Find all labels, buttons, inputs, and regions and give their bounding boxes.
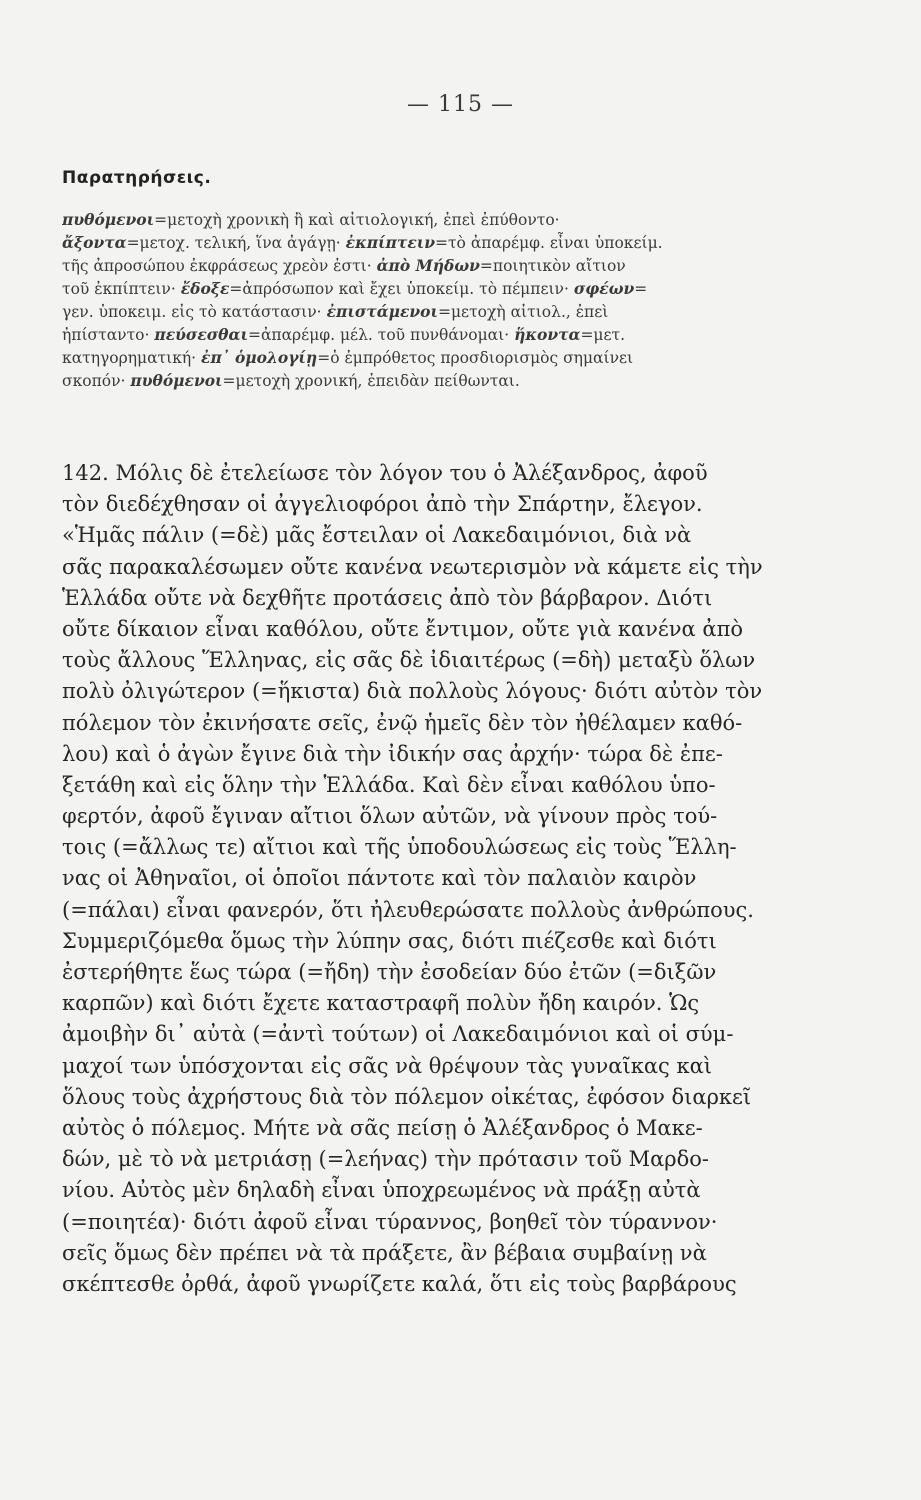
text-line-content: φερτόν, ἀφοῦ ἔγιναν αἴτιοι ὅλων αὐτῶν, νὰ γίνουν πρὸς τού- (62, 804, 718, 829)
note-text: =μετοχὴ αἰτιολ., ἐπεὶ (437, 303, 609, 321)
text-line-content: πόλεμον τὸν ἐκινήσατε σεῖς, ἐνῷ ἡμεῖς δὲν τὸν ἠθέλαμεν καθό- (62, 710, 743, 735)
text-line-content: ἐστερήθητε ἕως τώρα (=ἤδη) τὴν ἐσοδείαν δύο ἐτῶν (=διξῶν (62, 960, 717, 984)
note-text: =μετοχὴ χρονική, ἐπειδὰν πείθωνται. (222, 372, 520, 390)
note-term: ἐκπίπτειν (345, 233, 435, 252)
text-line-content: πολὺ ὀλιγώτερον (=ἥκιστα) διὰ πολλοὺς λόγους· διότι αὐτὸν τὸν (62, 679, 763, 704)
note-term: πεύσεσθαι (154, 325, 248, 344)
text-line-content: δών, μὲ τὸ νὰ μετριάσῃ (=λεήνας) τὴν πρότασιν τοῦ Μαρδο- (62, 1147, 710, 1172)
text-line-content: σκέπτεσθε ὀρθά, ἀφοῦ γνωρίζετε καλά, ὅτι εἰς τοὺς βαρβάρους (62, 1271, 737, 1296)
note-text: =μετοχὴ χρονικὴ ἢ καὶ αἰτιολογική, ἐπεὶ ἐπύθοντο· (154, 211, 560, 229)
text-line (62, 926, 822, 957)
note-term: ἔδοξε (180, 279, 230, 298)
note-term: ἀπὸ Μήδων (376, 256, 480, 275)
note-term: πυθόμενοι (130, 371, 223, 390)
text-line (62, 1175, 822, 1206)
note-text: =μετ. (580, 326, 626, 344)
text-line-content: σεῖς ὅμως δὲν πρέπει νὰ τὰ πράξετε, ἂν βέβαια συμβαίνῃ νὰ (62, 1240, 707, 1265)
text-line-content: λου) καὶ ὁ ἀγὼν ἔγινε διὰ τὴν ἰδικήν σας ἀρχήν· τώρα δὲ ἐπε- (62, 741, 723, 766)
note-text: =ἀπρόσωπον καὶ ἔχει ὑποκείμ. τὸ πέμπειν· (229, 280, 569, 298)
text-line-content: σᾶς παρακαλέσωμεν οὔτε κανένα νεωτερισμὸν νὰ κάμετε εἰς τὴν (62, 554, 763, 579)
note-line (62, 277, 822, 300)
text-line-content: αὐτὸς ὁ πόλεμος. Μήτε νὰ σᾶς πείσῃ ὁ Ἀλέξανδρος ὁ Μακε- (62, 1115, 703, 1140)
note-text: γεν. ὑποκειμ. εἰς τὸ κατάστασιν· (62, 303, 322, 321)
text-line-content: Μόλις δὲ ἐτελείωσε τὸν λόγον του ὁ Ἀλέξανδρος, ἀφοῦ (115, 461, 708, 485)
text-line-content: «Ἡμᾶς πάλιν (=δὲ) μᾶς ἔστειλαν οἱ Λακεδαιμόνιοι, διὰ νὰ (62, 523, 692, 548)
note-text: =μετοχ. τελική, ἵνα ἀγάγῃ· (126, 234, 341, 252)
note-line (62, 346, 822, 369)
text-line (62, 1269, 822, 1300)
text-line-content: Ἑλλάδα οὔτε νὰ δεχθῆτε προτάσεις ἀπὸ τὸν βάρβαρον. Διότι (62, 585, 713, 610)
text-line (62, 1207, 822, 1238)
text-line (62, 739, 822, 770)
text-line (62, 1238, 822, 1269)
section-number: 142. (62, 461, 109, 485)
note-text: ἠπίσταντο· (62, 326, 150, 344)
note-term: πυθόμενοι (62, 210, 155, 229)
text-line (62, 832, 822, 863)
text-line-content: (=πάλαι) εἶναι φανερόν, ὅτι ἠλευθερώσατε πολλοὺς ἀνθρώπους. (62, 897, 754, 922)
note-text: τοῦ ἐκπίπτειν· (62, 280, 176, 298)
note-term: ἐπιστάμενοι (326, 302, 438, 321)
text-line (62, 801, 822, 832)
note-text: κατηγορηματική· (62, 349, 197, 367)
text-line (62, 583, 822, 614)
text-line (62, 988, 822, 1019)
text-line (62, 770, 822, 801)
page-number: — 115 — (407, 92, 514, 117)
text-line-content: οὔτε δίκαιον εἶναι καθόλου, οὔτε ἔντιμον, οὔτε γιὰ κανένα ἀπὸ (62, 616, 744, 641)
text-line-content: μαχοί των ὑπόσχονται εἰς σᾶς νὰ θρέψουν τὰς γυναῖκας καὶ (62, 1053, 713, 1078)
note-line (62, 254, 822, 277)
text-line (62, 1144, 822, 1175)
text-line (62, 1113, 822, 1144)
text-line (62, 520, 822, 551)
text-line (62, 708, 822, 739)
note-text: τῆς ἀπροσώπου ἐκφράσεως χρεὸν ἐστι· (62, 257, 372, 275)
notes-block (62, 208, 822, 392)
text-line (62, 957, 822, 988)
text-line-content: καρπῶν) καὶ διότι ἔχετε καταστραφῆ πολὺν ἤδη καιρόν. Ὡς (62, 991, 700, 1016)
text-line-content: νας οἱ Ἀθηναῖοι, οἱ ὁποῖοι πάντοτε καὶ τὸν παλαιὸν καιρὸν (62, 866, 697, 891)
text-line-content: τοὺς ἄλλους Ἕλληνας, εἰς σᾶς δὲ ἰδιαιτέρως (=δὴ) μεταξὺ ὅλων (62, 648, 756, 673)
note-term: ἄξοντα (62, 233, 127, 252)
text-line-content: (=ποιητέα)· διότι ἀφοῦ εἶναι τύραννος, βοηθεῖ τὸν τύραννον· (62, 1209, 718, 1234)
text-line-content: νίου. Αὐτὸς μὲν δηλαδὴ εἶναι ὑποχρεωμένος νὰ πράξῃ αὐτὰ (62, 1178, 701, 1203)
text-line (62, 1019, 822, 1050)
text-line-content: ξετάθη καὶ εἰς ὅλην τὴν Ἑλλάδα. Καὶ δὲν εἶναι καθόλου ὑπο- (62, 772, 716, 797)
note-line (62, 208, 822, 231)
text-line-content: τὸν διεδέχθησαν οἱ ἀγγελιοφόροι ἀπὸ τὴν Σπάρτην, ἔλεγον. (62, 492, 703, 517)
note-line (62, 323, 822, 346)
note-text: =τὸ ἀπαρέμφ. εἶναι ὑποκείμ. (435, 234, 663, 252)
text-line (62, 614, 822, 645)
note-text: σκοπόν· (62, 372, 126, 390)
note-line (62, 369, 822, 392)
note-text: =ἀπαρέμφ. μέλ. τοῦ πυνθάνομαι· (247, 326, 510, 344)
text-line (62, 489, 822, 520)
text-line (62, 895, 822, 926)
text-line (62, 1051, 822, 1082)
text-line-content: Συμμεριζόμεθα ὅμως τὴν λύπην σας, διότι πιέζεσθε καὶ διότι (62, 928, 717, 953)
note-line (62, 231, 822, 254)
main-text-block (62, 458, 822, 1300)
text-line-content: ὅλους τοὺς ἀχρήστους διὰ τὸν πόλεμον οἰκέτας, ἐφόσον διαρκεῖ (62, 1084, 752, 1109)
text-line-content: ἀμοιβὴν δι᾽ αὐτὰ (=ἀντὶ τούτων) οἱ Λακεδαιμόνιοι καὶ οἱ σύμ- (62, 1022, 734, 1047)
note-text: =ὁ ἐμπρόθετος προσδιορισμὸς σημαίνει (317, 349, 634, 367)
text-line (62, 676, 822, 707)
text-line (62, 645, 822, 676)
note-line (62, 300, 822, 323)
text-line (62, 552, 822, 583)
text-line (62, 458, 822, 489)
text-line-content: τοις (=ἄλλως τε) αἴτιοι καὶ τῆς ὑποδουλώσεως εἰς τοὺς Ἕλλη- (62, 835, 737, 860)
notes-heading: Παρατηρήσεις. (62, 168, 212, 188)
note-term: ἥκοντα (514, 325, 581, 344)
note-text: =ποιητικὸν αἴτιον (479, 257, 626, 275)
note-term: σφέων (573, 279, 635, 298)
note-term: ἐπ᾽ ὁμολογίῃ (201, 348, 318, 367)
text-line (62, 1082, 822, 1113)
text-line (62, 863, 822, 894)
note-text: = (634, 280, 648, 298)
